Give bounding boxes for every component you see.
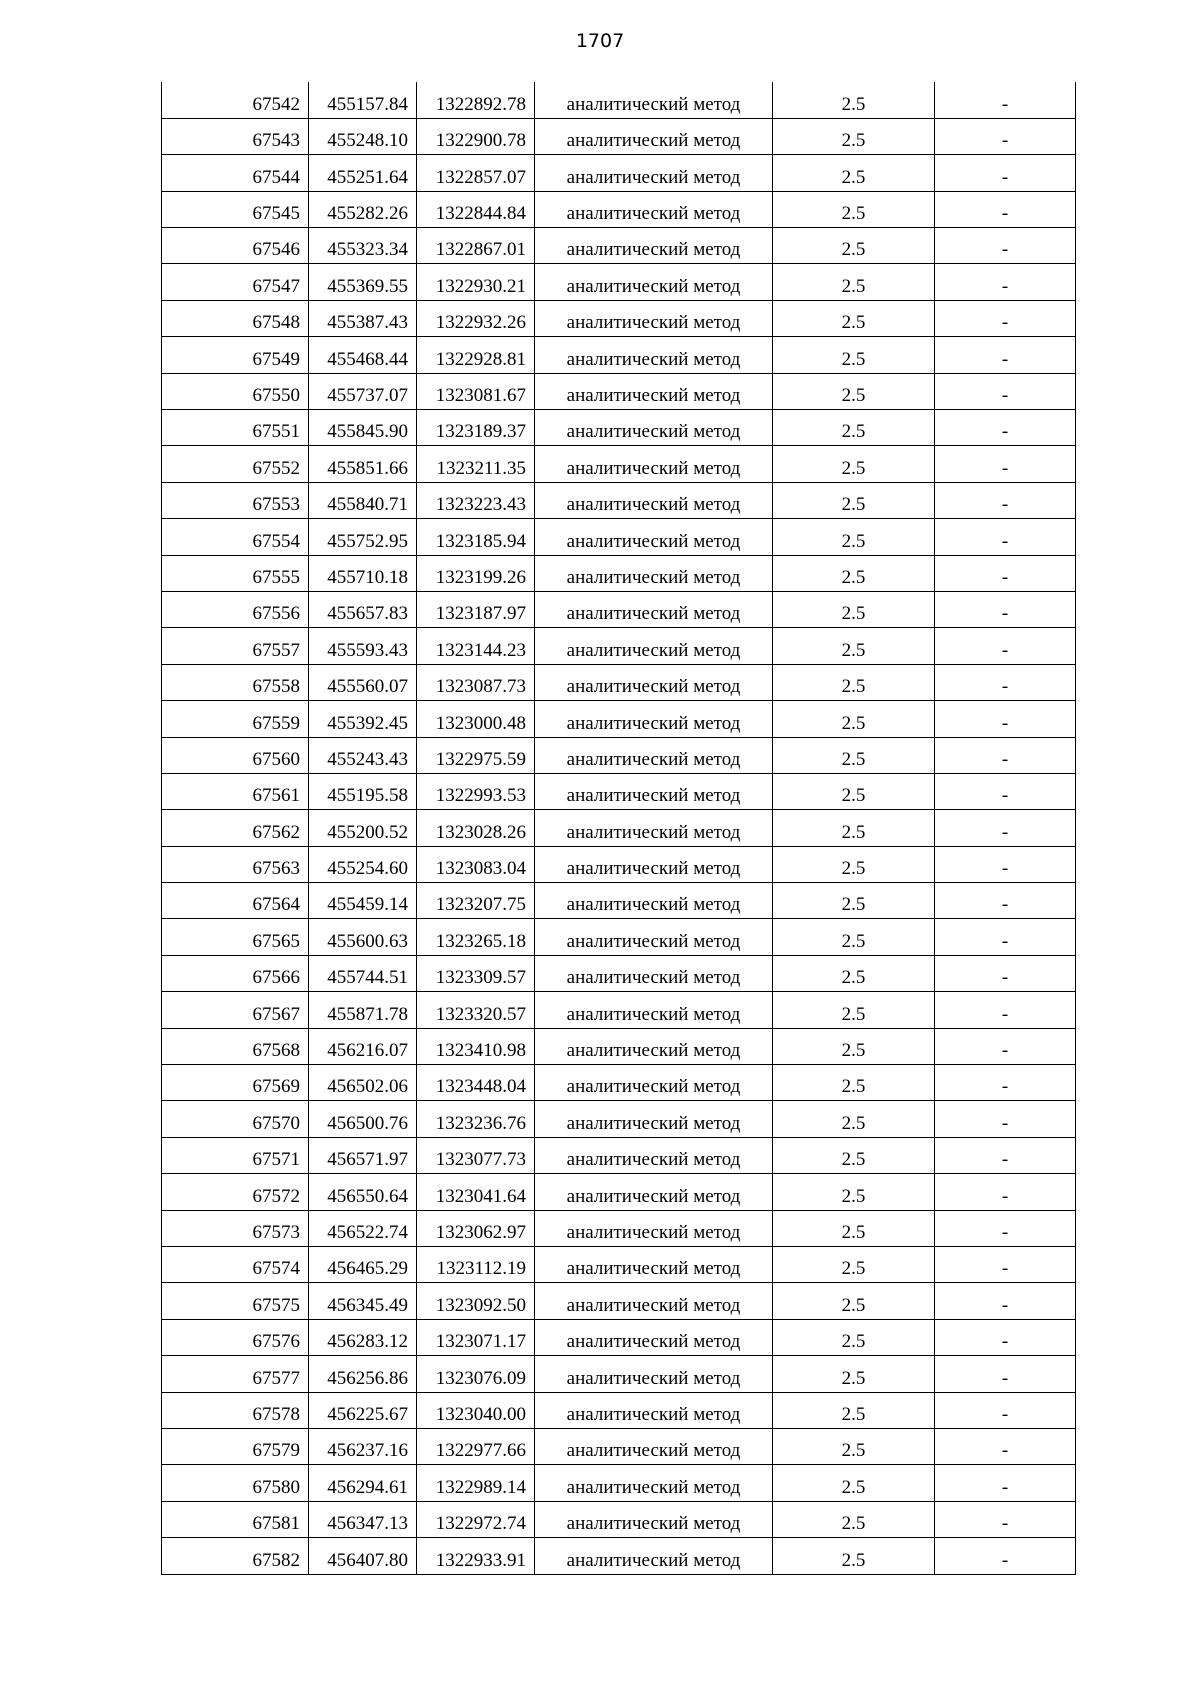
y-coordinate-cell: 1323087.73 [417, 664, 535, 700]
table-row [162, 228, 1076, 264]
table-row [162, 628, 1076, 664]
table-row [162, 191, 1076, 227]
y-coordinate-cell: 1323223.43 [417, 482, 535, 518]
y-coordinate-cell: 1323062.97 [417, 1210, 535, 1246]
y-coordinate-cell: 1323077.73 [417, 1137, 535, 1173]
point-number-cell: 67553 [162, 482, 309, 518]
point-number-cell: 67581 [162, 1501, 309, 1537]
point-number-cell: 67561 [162, 773, 309, 809]
method-cell: аналитический метод [535, 410, 773, 446]
x-coordinate-cell: 456345.49 [309, 1283, 417, 1319]
method-cell: аналитический метод [535, 1392, 773, 1428]
x-coordinate-cell: 455845.90 [309, 410, 417, 446]
note-cell: - [935, 1065, 1076, 1101]
point-number-cell: 67558 [162, 664, 309, 700]
accuracy-cell: 2.5 [773, 846, 935, 882]
y-coordinate-cell: 1322972.74 [417, 1501, 535, 1537]
x-coordinate-cell: 456522.74 [309, 1210, 417, 1246]
point-number-cell: 67562 [162, 810, 309, 846]
method-cell: аналитический метод [535, 992, 773, 1028]
x-coordinate-cell: 455282.26 [309, 191, 417, 227]
method-cell: аналитический метод [535, 955, 773, 991]
method-cell: аналитический метод [535, 191, 773, 227]
x-coordinate-cell: 455248.10 [309, 118, 417, 154]
note-cell: - [935, 264, 1076, 300]
method-cell: аналитический метод [535, 519, 773, 555]
table-row [162, 773, 1076, 809]
y-coordinate-cell: 1323041.64 [417, 1174, 535, 1210]
method-cell: аналитический метод [535, 155, 773, 191]
x-coordinate-cell: 456283.12 [309, 1319, 417, 1355]
accuracy-cell: 2.5 [773, 919, 935, 955]
method-cell: аналитический метод [535, 337, 773, 373]
x-coordinate-cell: 455851.66 [309, 446, 417, 482]
point-number-cell: 67576 [162, 1319, 309, 1355]
accuracy-cell: 2.5 [773, 373, 935, 409]
point-number-cell: 67547 [162, 264, 309, 300]
y-coordinate-cell: 1323448.04 [417, 1065, 535, 1101]
point-number-cell: 67543 [162, 118, 309, 154]
accuracy-cell: 2.5 [773, 1065, 935, 1101]
table-row [162, 919, 1076, 955]
method-cell: аналитический метод [535, 1428, 773, 1464]
accuracy-cell: 2.5 [773, 992, 935, 1028]
page-number: 1707 [575, 30, 625, 52]
note-cell: - [935, 773, 1076, 809]
x-coordinate-cell: 455593.43 [309, 628, 417, 664]
accuracy-cell: 2.5 [773, 482, 935, 518]
note-cell: - [935, 373, 1076, 409]
accuracy-cell: 2.5 [773, 773, 935, 809]
y-coordinate-cell: 1322892.78 [417, 82, 535, 118]
accuracy-cell: 2.5 [773, 1501, 935, 1537]
point-number-cell: 67568 [162, 1028, 309, 1064]
accuracy-cell: 2.5 [773, 1137, 935, 1173]
accuracy-cell: 2.5 [773, 337, 935, 373]
x-coordinate-cell: 456465.29 [309, 1247, 417, 1283]
accuracy-cell: 2.5 [773, 628, 935, 664]
x-coordinate-cell: 456502.06 [309, 1065, 417, 1101]
table-row [162, 300, 1076, 336]
table-row [162, 1428, 1076, 1464]
table-row [162, 337, 1076, 373]
accuracy-cell: 2.5 [773, 1465, 935, 1501]
table-row [162, 810, 1076, 846]
method-cell: аналитический метод [535, 555, 773, 591]
point-number-cell: 67546 [162, 228, 309, 264]
method-cell: аналитический метод [535, 1465, 773, 1501]
method-cell: аналитический метод [535, 228, 773, 264]
method-cell: аналитический метод [535, 1101, 773, 1137]
x-coordinate-cell: 455459.14 [309, 883, 417, 919]
note-cell: - [935, 155, 1076, 191]
y-coordinate-cell: 1323207.75 [417, 883, 535, 919]
accuracy-cell: 2.5 [773, 300, 935, 336]
x-coordinate-cell: 456500.76 [309, 1101, 417, 1137]
point-number-cell: 67554 [162, 519, 309, 555]
x-coordinate-cell: 455251.64 [309, 155, 417, 191]
note-cell: - [935, 482, 1076, 518]
point-number-cell: 67550 [162, 373, 309, 409]
y-coordinate-cell: 1323083.04 [417, 846, 535, 882]
y-coordinate-cell: 1322993.53 [417, 773, 535, 809]
point-number-cell: 67566 [162, 955, 309, 991]
table-row [162, 846, 1076, 882]
note-cell: - [935, 228, 1076, 264]
accuracy-cell: 2.5 [773, 118, 935, 154]
accuracy-cell: 2.5 [773, 264, 935, 300]
note-cell: - [935, 1174, 1076, 1210]
note-cell: - [935, 846, 1076, 882]
x-coordinate-cell: 455157.84 [309, 82, 417, 118]
x-coordinate-cell: 456347.13 [309, 1501, 417, 1537]
x-coordinate-cell: 456294.61 [309, 1465, 417, 1501]
x-coordinate-cell: 456256.86 [309, 1356, 417, 1392]
method-cell: аналитический метод [535, 1174, 773, 1210]
point-number-cell: 67579 [162, 1428, 309, 1464]
table-row [162, 701, 1076, 737]
method-cell: аналитический метод [535, 1210, 773, 1246]
x-coordinate-cell: 455737.07 [309, 373, 417, 409]
table-row [162, 410, 1076, 446]
y-coordinate-cell: 1323265.18 [417, 919, 535, 955]
x-coordinate-cell: 455710.18 [309, 555, 417, 591]
point-number-cell: 67577 [162, 1356, 309, 1392]
note-cell: - [935, 628, 1076, 664]
x-coordinate-cell: 456550.64 [309, 1174, 417, 1210]
point-number-cell: 67582 [162, 1538, 309, 1574]
point-number-cell: 67559 [162, 701, 309, 737]
y-coordinate-cell: 1322975.59 [417, 737, 535, 773]
x-coordinate-cell: 455195.58 [309, 773, 417, 809]
note-cell: - [935, 1538, 1076, 1574]
note-cell: - [935, 555, 1076, 591]
x-coordinate-cell: 455752.95 [309, 519, 417, 555]
table-row [162, 1501, 1076, 1537]
point-number-cell: 67572 [162, 1174, 309, 1210]
note-cell: - [935, 955, 1076, 991]
note-cell: - [935, 919, 1076, 955]
x-coordinate-cell: 456571.97 [309, 1137, 417, 1173]
y-coordinate-cell: 1323071.17 [417, 1319, 535, 1355]
table-row [162, 373, 1076, 409]
accuracy-cell: 2.5 [773, 737, 935, 773]
accuracy-cell: 2.5 [773, 1283, 935, 1319]
point-number-cell: 67570 [162, 1101, 309, 1137]
table-row [162, 1101, 1076, 1137]
y-coordinate-cell: 1323185.94 [417, 519, 535, 555]
point-number-cell: 67567 [162, 992, 309, 1028]
table-row [162, 155, 1076, 191]
table-row [162, 591, 1076, 627]
x-coordinate-cell: 455200.52 [309, 810, 417, 846]
accuracy-cell: 2.5 [773, 1210, 935, 1246]
method-cell: аналитический метод [535, 737, 773, 773]
table-row [162, 1247, 1076, 1283]
table-row [162, 446, 1076, 482]
note-cell: - [935, 1356, 1076, 1392]
method-cell: аналитический метод [535, 1028, 773, 1064]
note-cell: - [935, 1319, 1076, 1355]
accuracy-cell: 2.5 [773, 664, 935, 700]
note-cell: - [935, 737, 1076, 773]
accuracy-cell: 2.5 [773, 191, 935, 227]
accuracy-cell: 2.5 [773, 955, 935, 991]
note-cell: - [935, 1247, 1076, 1283]
table-row [162, 82, 1076, 118]
y-coordinate-cell: 1323112.19 [417, 1247, 535, 1283]
accuracy-cell: 2.5 [773, 1356, 935, 1392]
table-row [162, 519, 1076, 555]
accuracy-cell: 2.5 [773, 1101, 935, 1137]
point-number-cell: 67548 [162, 300, 309, 336]
accuracy-cell: 2.5 [773, 883, 935, 919]
accuracy-cell: 2.5 [773, 228, 935, 264]
table-row [162, 1283, 1076, 1319]
y-coordinate-cell: 1322857.07 [417, 155, 535, 191]
y-coordinate-cell: 1323309.57 [417, 955, 535, 991]
x-coordinate-cell: 455744.51 [309, 955, 417, 991]
point-number-cell: 67556 [162, 591, 309, 627]
note-cell: - [935, 883, 1076, 919]
point-number-cell: 67578 [162, 1392, 309, 1428]
point-number-cell: 67542 [162, 82, 309, 118]
note-cell: - [935, 410, 1076, 446]
point-number-cell: 67580 [162, 1465, 309, 1501]
point-number-cell: 67545 [162, 191, 309, 227]
table-row [162, 118, 1076, 154]
coordinates-table [161, 82, 1076, 1575]
note-cell: - [935, 591, 1076, 627]
y-coordinate-cell: 1323199.26 [417, 555, 535, 591]
method-cell: аналитический метод [535, 1538, 773, 1574]
table-row [162, 1210, 1076, 1246]
point-number-cell: 67552 [162, 446, 309, 482]
method-cell: аналитический метод [535, 82, 773, 118]
method-cell: аналитический метод [535, 300, 773, 336]
method-cell: аналитический метод [535, 1137, 773, 1173]
accuracy-cell: 2.5 [773, 410, 935, 446]
method-cell: аналитический метод [535, 773, 773, 809]
method-cell: аналитический метод [535, 810, 773, 846]
y-coordinate-cell: 1323076.09 [417, 1356, 535, 1392]
accuracy-cell: 2.5 [773, 555, 935, 591]
table-row [162, 1028, 1076, 1064]
x-coordinate-cell: 456225.67 [309, 1392, 417, 1428]
method-cell: аналитический метод [535, 846, 773, 882]
y-coordinate-cell: 1323410.98 [417, 1028, 535, 1064]
accuracy-cell: 2.5 [773, 1428, 935, 1464]
x-coordinate-cell: 455387.43 [309, 300, 417, 336]
note-cell: - [935, 519, 1076, 555]
x-coordinate-cell: 455254.60 [309, 846, 417, 882]
method-cell: аналитический метод [535, 664, 773, 700]
note-cell: - [935, 118, 1076, 154]
method-cell: аналитический метод [535, 1247, 773, 1283]
point-number-cell: 67551 [162, 410, 309, 446]
note-cell: - [935, 337, 1076, 373]
accuracy-cell: 2.5 [773, 701, 935, 737]
table-row [162, 737, 1076, 773]
table-row [162, 1137, 1076, 1173]
table-row [162, 955, 1076, 991]
method-cell: аналитический метод [535, 482, 773, 518]
point-number-cell: 67571 [162, 1137, 309, 1173]
table-row [162, 1319, 1076, 1355]
y-coordinate-cell: 1322989.14 [417, 1465, 535, 1501]
note-cell: - [935, 1428, 1076, 1464]
method-cell: аналитический метод [535, 628, 773, 664]
x-coordinate-cell: 455840.71 [309, 482, 417, 518]
x-coordinate-cell: 455871.78 [309, 992, 417, 1028]
accuracy-cell: 2.5 [773, 446, 935, 482]
table-row [162, 1465, 1076, 1501]
point-number-cell: 67569 [162, 1065, 309, 1101]
note-cell: - [935, 82, 1076, 118]
y-coordinate-cell: 1323000.48 [417, 701, 535, 737]
table-row [162, 1538, 1076, 1574]
y-coordinate-cell: 1323040.00 [417, 1392, 535, 1428]
accuracy-cell: 2.5 [773, 1538, 935, 1574]
method-cell: аналитический метод [535, 373, 773, 409]
point-number-cell: 67560 [162, 737, 309, 773]
y-coordinate-cell: 1323028.26 [417, 810, 535, 846]
y-coordinate-cell: 1322844.84 [417, 191, 535, 227]
y-coordinate-cell: 1322900.78 [417, 118, 535, 154]
note-cell: - [935, 1028, 1076, 1064]
method-cell: аналитический метод [535, 591, 773, 627]
x-coordinate-cell: 455369.55 [309, 264, 417, 300]
table-row [162, 482, 1076, 518]
x-coordinate-cell: 455560.07 [309, 664, 417, 700]
y-coordinate-cell: 1322932.26 [417, 300, 535, 336]
note-cell: - [935, 191, 1076, 227]
accuracy-cell: 2.5 [773, 1028, 935, 1064]
y-coordinate-cell: 1323081.67 [417, 373, 535, 409]
y-coordinate-cell: 1323187.97 [417, 591, 535, 627]
y-coordinate-cell: 1322867.01 [417, 228, 535, 264]
accuracy-cell: 2.5 [773, 1319, 935, 1355]
table-row [162, 664, 1076, 700]
note-cell: - [935, 446, 1076, 482]
point-number-cell: 67549 [162, 337, 309, 373]
note-cell: - [935, 300, 1076, 336]
note-cell: - [935, 701, 1076, 737]
x-coordinate-cell: 456407.80 [309, 1538, 417, 1574]
x-coordinate-cell: 456237.16 [309, 1428, 417, 1464]
method-cell: аналитический метод [535, 883, 773, 919]
point-number-cell: 67565 [162, 919, 309, 955]
y-coordinate-cell: 1322930.21 [417, 264, 535, 300]
point-number-cell: 67574 [162, 1247, 309, 1283]
table-row [162, 264, 1076, 300]
accuracy-cell: 2.5 [773, 1247, 935, 1283]
method-cell: аналитический метод [535, 1356, 773, 1392]
method-cell: аналитический метод [535, 446, 773, 482]
note-cell: - [935, 1501, 1076, 1537]
table-row [162, 1392, 1076, 1428]
table-row [162, 883, 1076, 919]
note-cell: - [935, 992, 1076, 1028]
coordinates-table-body [162, 82, 1076, 1574]
accuracy-cell: 2.5 [773, 519, 935, 555]
method-cell: аналитический метод [535, 1501, 773, 1537]
note-cell: - [935, 1283, 1076, 1319]
x-coordinate-cell: 455392.45 [309, 701, 417, 737]
x-coordinate-cell: 455323.34 [309, 228, 417, 264]
x-coordinate-cell: 456216.07 [309, 1028, 417, 1064]
table-row [162, 1174, 1076, 1210]
method-cell: аналитический метод [535, 701, 773, 737]
point-number-cell: 67573 [162, 1210, 309, 1246]
y-coordinate-cell: 1323092.50 [417, 1283, 535, 1319]
note-cell: - [935, 1137, 1076, 1173]
accuracy-cell: 2.5 [773, 1174, 935, 1210]
x-coordinate-cell: 455468.44 [309, 337, 417, 373]
accuracy-cell: 2.5 [773, 591, 935, 627]
table-row [162, 1356, 1076, 1392]
point-number-cell: 67557 [162, 628, 309, 664]
y-coordinate-cell: 1323211.35 [417, 446, 535, 482]
table-row [162, 555, 1076, 591]
y-coordinate-cell: 1323236.76 [417, 1101, 535, 1137]
note-cell: - [935, 810, 1076, 846]
y-coordinate-cell: 1323144.23 [417, 628, 535, 664]
point-number-cell: 67575 [162, 1283, 309, 1319]
table-row [162, 1065, 1076, 1101]
y-coordinate-cell: 1323189.37 [417, 410, 535, 446]
method-cell: аналитический метод [535, 919, 773, 955]
note-cell: - [935, 1101, 1076, 1137]
point-number-cell: 67544 [162, 155, 309, 191]
accuracy-cell: 2.5 [773, 82, 935, 118]
y-coordinate-cell: 1323320.57 [417, 992, 535, 1028]
method-cell: аналитический метод [535, 264, 773, 300]
method-cell: аналитический метод [535, 1319, 773, 1355]
accuracy-cell: 2.5 [773, 1392, 935, 1428]
table-row [162, 992, 1076, 1028]
x-coordinate-cell: 455243.43 [309, 737, 417, 773]
accuracy-cell: 2.5 [773, 155, 935, 191]
x-coordinate-cell: 455600.63 [309, 919, 417, 955]
point-number-cell: 67564 [162, 883, 309, 919]
note-cell: - [935, 664, 1076, 700]
x-coordinate-cell: 455657.83 [309, 591, 417, 627]
accuracy-cell: 2.5 [773, 810, 935, 846]
point-number-cell: 67563 [162, 846, 309, 882]
method-cell: аналитический метод [535, 1283, 773, 1319]
note-cell: - [935, 1392, 1076, 1428]
y-coordinate-cell: 1322977.66 [417, 1428, 535, 1464]
point-number-cell: 67555 [162, 555, 309, 591]
method-cell: аналитический метод [535, 118, 773, 154]
note-cell: - [935, 1465, 1076, 1501]
y-coordinate-cell: 1322933.91 [417, 1538, 535, 1574]
y-coordinate-cell: 1322928.81 [417, 337, 535, 373]
note-cell: - [935, 1210, 1076, 1246]
method-cell: аналитический метод [535, 1065, 773, 1101]
